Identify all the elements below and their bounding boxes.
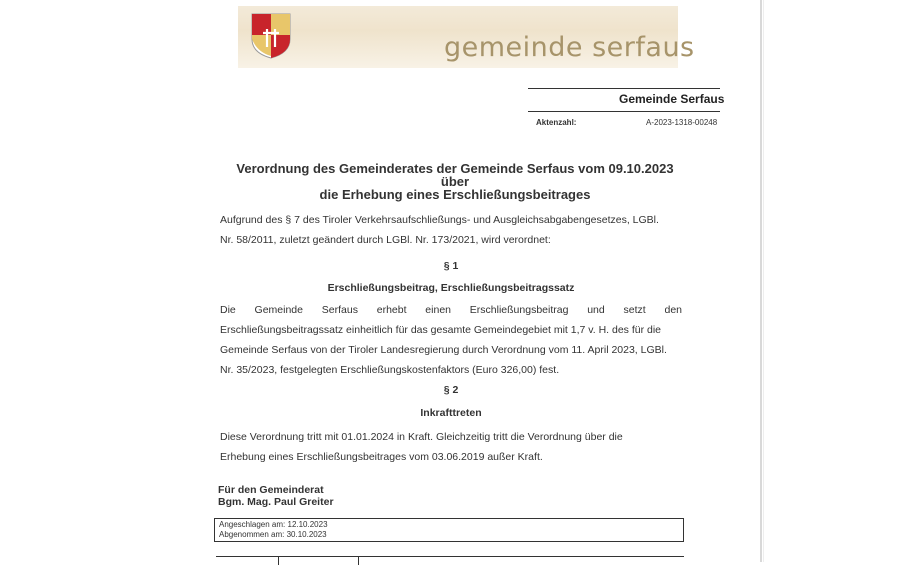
text-line: Diese Verordnung tritt mit 01.01.2024 in Kraft. Gleichzeitig tritt die Verordnung über die — [220, 431, 623, 443]
header-rule-top — [528, 88, 720, 89]
removed-date: Abgenommen am: 30.10.2023 — [219, 530, 327, 539]
brand-wordmark: gemeinde serfaus — [444, 32, 695, 63]
intro-paragraph — [220, 210, 682, 250]
text-line: Die Gemeinde Serfaus erhebt einen Erschließungsbeitrag und setzt den — [220, 304, 682, 316]
signature-mayor: Bgm. Mag. Paul Greiter — [218, 496, 334, 508]
signature-council: Für den Gemeinderat — [218, 484, 324, 496]
title-line: Verordnung des Gemeinderates der Gemeinde Serfaus vom 09.10.2023 über — [236, 161, 674, 189]
reference-number: A-2023-1318-00248 — [646, 118, 718, 127]
header-rule-bottom — [528, 111, 720, 112]
table-divider — [358, 557, 359, 565]
section-2-body — [220, 427, 682, 467]
section-2-heading: Inkrafttreten — [420, 407, 482, 419]
text-line: Aufgrund des § 7 des Tiroler Verkehrsaufschließungs- und Ausgleichsabgabengesetzes, LGBl. — [220, 214, 659, 226]
text-line: Nr. 35/2023, festgelegten Erschließungskostenfaktors (Euro 326,00) fest. — [220, 364, 560, 376]
section-1-body — [220, 300, 682, 380]
organization-name: Gemeinde Serfaus — [619, 92, 725, 106]
text-line: Erhebung eines Erschließungsbeitrages vom 03.06.2019 außer Kraft. — [220, 451, 543, 463]
document-title — [222, 162, 688, 201]
section-2-number: § 2 — [443, 384, 459, 396]
page-edge — [760, 0, 762, 562]
posted-date: Angeschlagen am: 12.10.2023 — [219, 520, 328, 529]
municipal-crest-icon — [251, 13, 291, 59]
posting-record-box — [214, 518, 684, 542]
text-line: Gemeinde Serfaus von der Tiroler Landesregierung durch Verordnung vom 11. April 2023, LGBl. — [220, 344, 667, 356]
text-line: Nr. 58/2011, zuletzt geändert durch LGBl. Nr. 173/2021, wird verordnet: — [220, 234, 551, 246]
text-line: Erschließungsbeitragssatz einheitlich für das gesamte Gemeindegebiet mit 1,7 v. H. des für die — [220, 324, 662, 336]
reference-label: Aktenzahl: — [536, 118, 577, 127]
bottom-table-frame — [216, 556, 684, 565]
section-1-number: § 1 — [443, 260, 459, 272]
section-1-heading: Erschließungsbeitrag, Erschließungsbeitragssatz — [327, 282, 575, 294]
title-line: die Erhebung eines Erschließungsbeitrages — [319, 187, 591, 202]
table-divider — [278, 557, 279, 565]
page-edge-shadow — [763, 0, 764, 562]
